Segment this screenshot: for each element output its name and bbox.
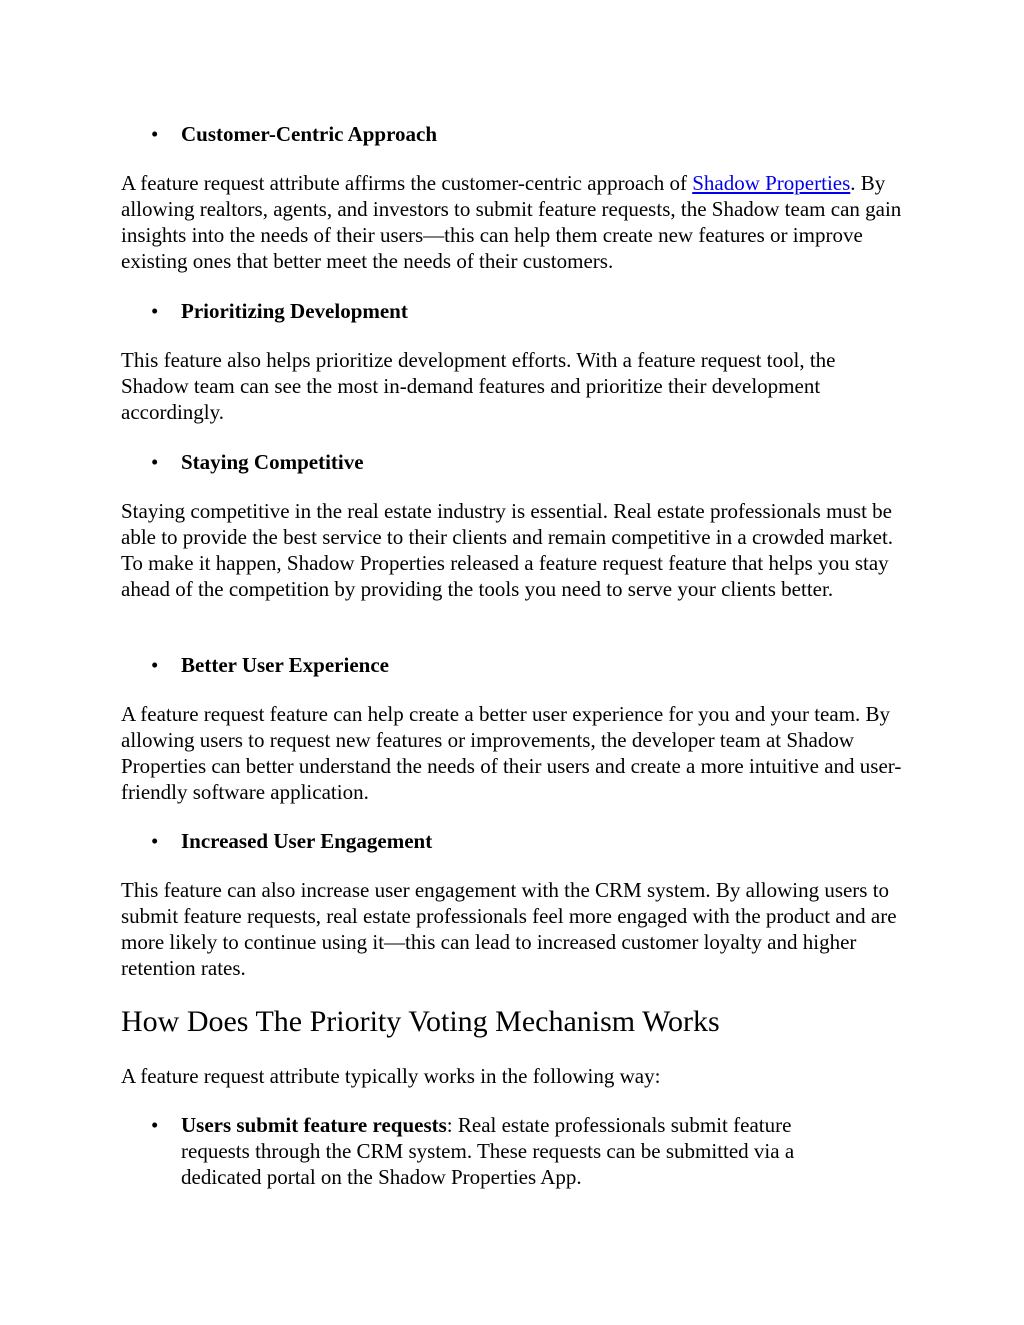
paragraph-text: . By allowing realtors, agents, and investors to submit feature requests, the Shadow team can gain insights into the needs of their users—this can help them create new features or improve existing ones that better meet the needs of their customers.	[121, 171, 902, 273]
heading-text: Increased User Engagement	[181, 829, 433, 853]
list-item-text: : Real estate professionals submit feature requests through the CRM system. These requests can be submitted via a dedicated portal on the Shadow Properties App.	[181, 1113, 795, 1189]
bullet-icon: •	[151, 450, 159, 474]
paragraph-prioritizing: This feature also helps prioritize development efforts. With a feature request tool, the Shadow team can see the most in-demand features and prioritize their development accordingly.	[121, 348, 836, 424]
bullet-icon: •	[151, 829, 159, 853]
shadow-properties-link[interactable]: Shadow Properties	[692, 171, 851, 195]
bullet-icon: •	[151, 653, 159, 677]
heading-text: Staying Competitive	[181, 450, 364, 474]
bullet-icon: •	[151, 299, 159, 323]
heading-text: Prioritizing Development	[181, 299, 408, 323]
paragraph-customer-centric	[121, 170, 906, 274]
section-title-voting: How Does The Priority Voting Mechanism Works	[121, 1005, 720, 1038]
paragraph-text: A feature request attribute affirms the customer-centric approach of	[121, 171, 693, 195]
paragraph-competitive: Staying competitive in the real estate industry is essential. Real estate professionals must be able to provide the best service to their clients and remain competitive in a crowded market. To make it happen, Shadow Properties released a feature request feature that helps you stay ahead of the competition by providing the tools you need to serve your clients better.	[121, 499, 894, 601]
bullet-icon: •	[151, 1113, 159, 1137]
list-item-bold: Users submit feature requests	[181, 1113, 447, 1137]
bullet-icon: •	[151, 122, 159, 146]
paragraph-voting-intro: A feature request attribute typically works in the following way:	[121, 1064, 661, 1088]
heading-text: Better User Experience	[181, 653, 389, 677]
list-item-body	[181, 1112, 861, 1190]
heading-text: Customer-Centric Approach	[181, 122, 438, 146]
paragraph-engagement: This feature can also increase user engagement with the CRM system. By allowing users to submit feature requests, real estate professionals feel more engaged with the product and are more likely to continue using it—this can lead to increased customer loyalty and higher retention rates.	[121, 878, 897, 980]
paragraph-user-experience: A feature request feature can help create a better user experience for you and your team. By allowing users to request new features or improvements, the developer team at Shadow Properties can better understand the needs of their users and create a more intuitive and user-friendly software application.	[121, 702, 902, 804]
